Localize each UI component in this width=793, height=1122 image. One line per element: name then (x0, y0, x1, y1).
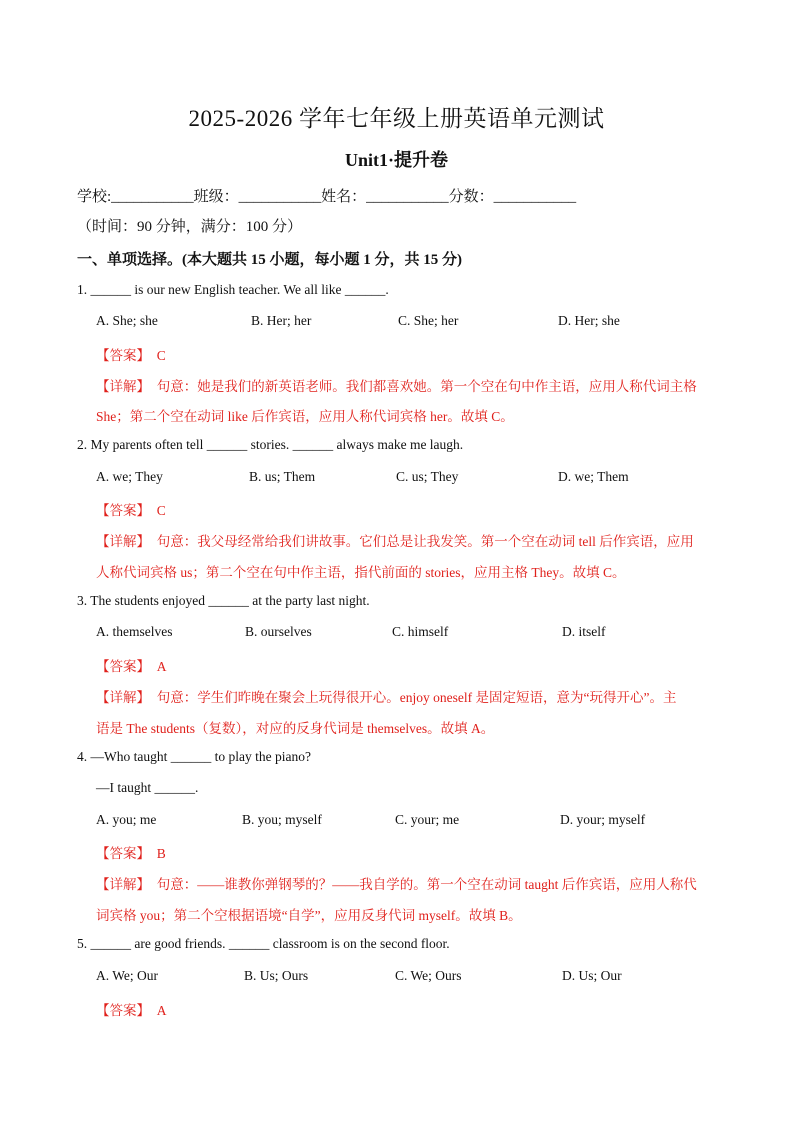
question-2-detail-line-2: 人称代词宾格 us；第二个空在句中作主语，指代前面的 stories，应用主格 They。故填 C。 (96, 565, 626, 580)
question-4-option-a: A. you; me (96, 812, 157, 827)
section-title: 一、单项选择。(本大题共 15 小题，每小题 1 分，共 15 分) (77, 252, 462, 268)
question-4-stem: 4. —Who taught ______ to play the piano? (77, 749, 311, 764)
answer-label: 【答案】 (96, 659, 150, 674)
detail-label: 【详解】 (96, 379, 150, 394)
question-4-detail-line-1: 句意：——谁教你弹钢琴的？——我自学的。第一个空在动词 taught 后作宾语，应用人称代 (156, 877, 697, 892)
question-4-option-c: C. your; me (395, 812, 460, 827)
question-3-option-a: A. themselves (96, 624, 173, 639)
question-4-detail-line-2: 词宾格 you；第二个空根据语境“自学”，应用反身代词 myself。故填 B。 (96, 908, 522, 923)
question-1-option-c: C. She; her (398, 313, 459, 328)
question-5-answer-row (96, 999, 167, 1019)
question-3-answer: A (156, 659, 167, 674)
question-2-answer: C (156, 503, 166, 518)
question-3-option-d: D. itself (562, 624, 606, 639)
question-3-detail-line-2: 语是 The students（复数），对应的反身代词是 themselves。故填 A。 (96, 721, 495, 736)
question-3-option-b: B. ourselves (245, 624, 312, 639)
page-subtitle: Unit1·提升卷 (344, 150, 448, 170)
question-2-option-a: A. we; They (96, 469, 163, 484)
question-5-option-b: B. Us; Ours (244, 968, 309, 983)
question-1-detail-line-1: 句意：她是我们的新英语老师。我们都喜欢她。第一个空在句中作主语，应用人称代词主格 (156, 379, 697, 394)
question-1-option-b: B. Her; her (251, 313, 312, 328)
question-1-answer-row (96, 344, 166, 364)
question-2-option-d: D. we; Them (558, 469, 629, 484)
detail-label: 【详解】 (96, 690, 150, 705)
question-3-detail-row (96, 686, 676, 706)
question-3-answer-row (96, 655, 167, 675)
question-2-option-c: C. us; They (396, 469, 459, 484)
question-2-detail-line-1: 句意：我父母经常给我们讲故事。它们总是让我发笑。第一个空在动词 tell 后作宾语，应用 (156, 534, 694, 549)
question-4-option-b: B. you; myself (242, 812, 322, 827)
question-5-option-a: A. We; Our (96, 968, 159, 983)
question-1-option-d: D. Her; she (558, 313, 620, 328)
answer-label: 【答案】 (96, 1003, 150, 1018)
question-5-option-c: C. We; Ours (395, 968, 462, 983)
question-1-option-a: A. She; she (96, 313, 158, 328)
question-3-option-c: C. himself (392, 624, 449, 639)
question-4-answer-row (96, 842, 166, 862)
question-2-option-b: B. us; Them (249, 469, 316, 484)
answer-label: 【答案】 (96, 348, 150, 363)
answer-label: 【答案】 (96, 846, 150, 861)
question-1-answer: C (156, 348, 166, 363)
question-5-answer: A (156, 1003, 167, 1018)
question-4-stem-reply: —I taught ______. (96, 780, 199, 795)
question-4-option-d: D. your; myself (560, 812, 646, 827)
question-2-stem: 2. My parents often tell ______ stories. ______ always make me laugh. (77, 437, 464, 452)
page-title: 2025-2026 学年七年级上册英语单元测试 (188, 106, 605, 131)
question-5-stem: 5. ______ are good friends. ______ classroom is on the second floor. (77, 936, 450, 951)
detail-label: 【详解】 (96, 877, 150, 892)
question-3-stem: 3. The students enjoyed ______ at the party last night. (77, 593, 370, 608)
question-5-option-d: D. Us; Our (562, 968, 622, 983)
question-2-answer-row (96, 499, 166, 519)
question-4-answer: B (156, 846, 166, 861)
time-score-line: （时间：90 分钟，满分：100 分） (77, 219, 303, 235)
question-1-stem: 1. ______ is our new English teacher. We all like ______. (77, 282, 389, 297)
answer-label: 【答案】 (96, 503, 150, 518)
question-1-detail-row (96, 375, 697, 395)
student-info-line: 学校:___________班级：___________姓名：___________分数：___________ (77, 189, 577, 205)
question-2-detail-row (96, 530, 694, 550)
question-3-detail-line-1: 句意：学生们昨晚在聚会上玩得很开心。enjoy oneself 是固定短语，意为“玩得开心”。主 (156, 690, 677, 705)
question-1-detail-line-2: She；第二个空在动词 like 后作宾语，应用人称代词宾格 her。故填 C。 (96, 409, 514, 424)
detail-label: 【详解】 (96, 534, 150, 549)
question-4-detail-row (96, 873, 697, 893)
